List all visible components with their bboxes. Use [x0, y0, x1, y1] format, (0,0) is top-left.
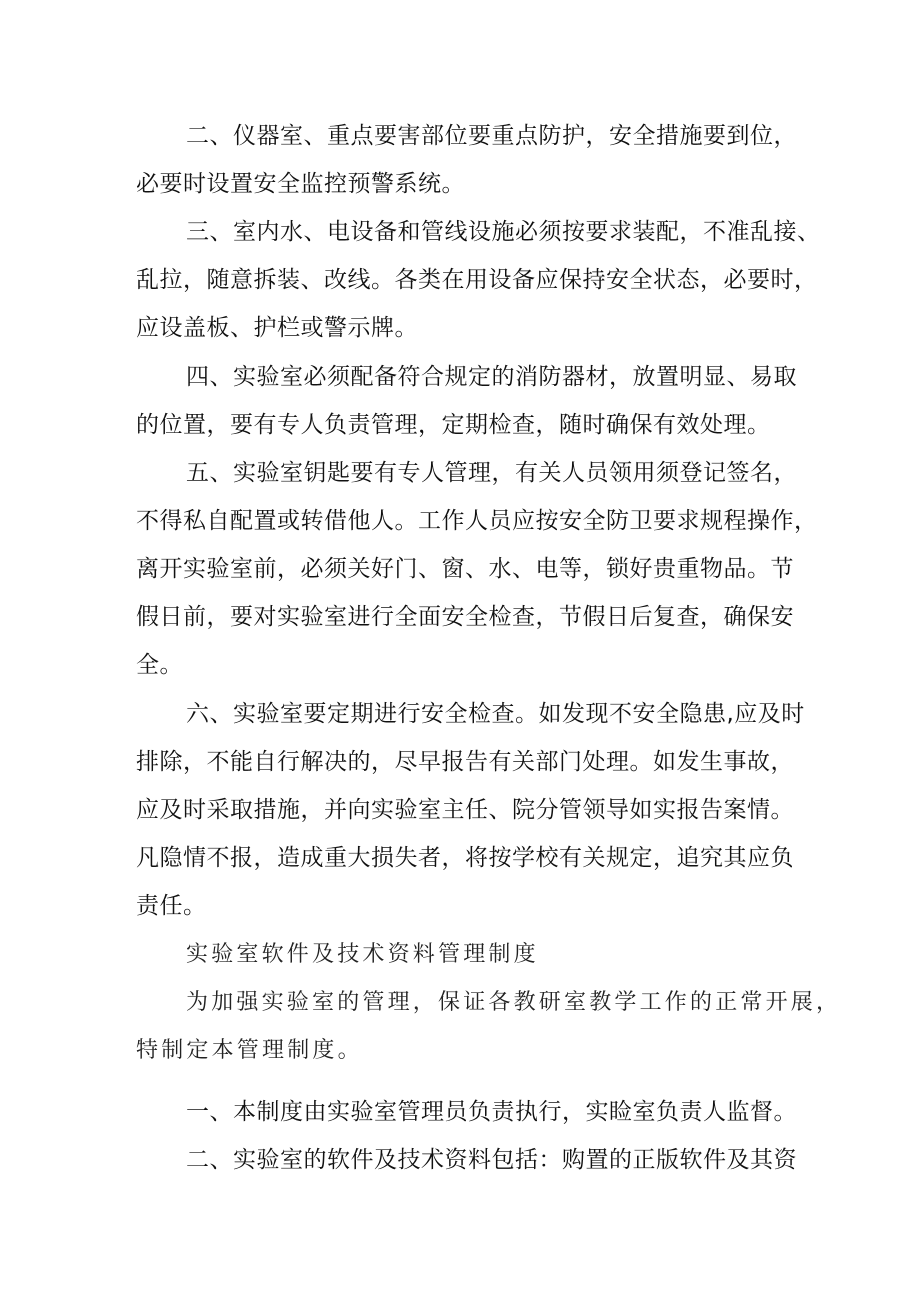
paragraph-5-line-1: 五、实验室钥匙要有专人管理，有关人员领用须登记签名，: [186, 460, 797, 486]
paragraph-3-line-1: 三、室内水、电设备和管线设施必须按要求装配，不准乱接、: [186, 219, 821, 245]
paragraph-5-line-5: 全。: [136, 652, 183, 678]
paragraph-6-line-5: 责任。: [136, 893, 207, 919]
paragraph-2-line-2: 必要时设置安全监控预警系统。: [136, 171, 465, 197]
paragraph-3-line-3: 应设盖板、护栏或警示牌。: [136, 315, 418, 341]
paragraph-5-line-2: 不得私自配置或转借他人。工作人员应按安全防卫要求规程操作，: [136, 508, 818, 534]
paragraph-4-line-2: 的位置，要有专人负责管理，定期检查，随时确保有效处理。: [136, 412, 771, 438]
paragraph-6-line-4: 凡隐情不报，造成重大损失者，将按学校有关规定，追究其应负: [136, 845, 794, 871]
paragraph-6-line-3: 应及时采取措施，并向实验室主任、院分管领导如实报告案情。: [136, 797, 794, 823]
intro-line-2: 特制定本管理制度。: [136, 1038, 363, 1063]
rule-2: 二、实验室的软件及技术资料包括：购置的正版软件及其资: [186, 1147, 797, 1173]
paragraph-4-line-1: 四、实验室必须配备符合规定的消防器材，放置明显、易取: [186, 364, 797, 390]
rule-1: 一、本制度由实验室管理员负责执行，实睑室负责人监督。: [186, 1099, 797, 1125]
paragraph-5-line-4: 假日前，要对实验室进行全面安全检查，节假日后复查，确保安: [136, 604, 794, 630]
paragraph-6-line-2: 排除，不能自行解决的，尽早报告有关部门处理。如发生事故，: [136, 749, 794, 775]
section-title: 实验室软件及技术资料管理制度: [186, 942, 539, 967]
paragraph-6-line-1: 六、实验室要定期进行安全检查。如发现不安全隐患,应及时: [186, 701, 805, 727]
paragraph-5-line-3: 离开实验室前，必须关好门、窗、水、电等，锁好贵重物品。节: [136, 556, 794, 582]
intro-line-1: 为加强实验室的管理，保证各教研室教学工作的正常开展，: [186, 990, 842, 1015]
paragraph-2-line-1: 二、仪器室、重点要害部位要重点防护，安全措施要到位，: [186, 123, 797, 149]
paragraph-3-line-2: 乱拉，随意拆装、改线。各类在用设备应保持安全状态，必要时，: [136, 267, 818, 293]
